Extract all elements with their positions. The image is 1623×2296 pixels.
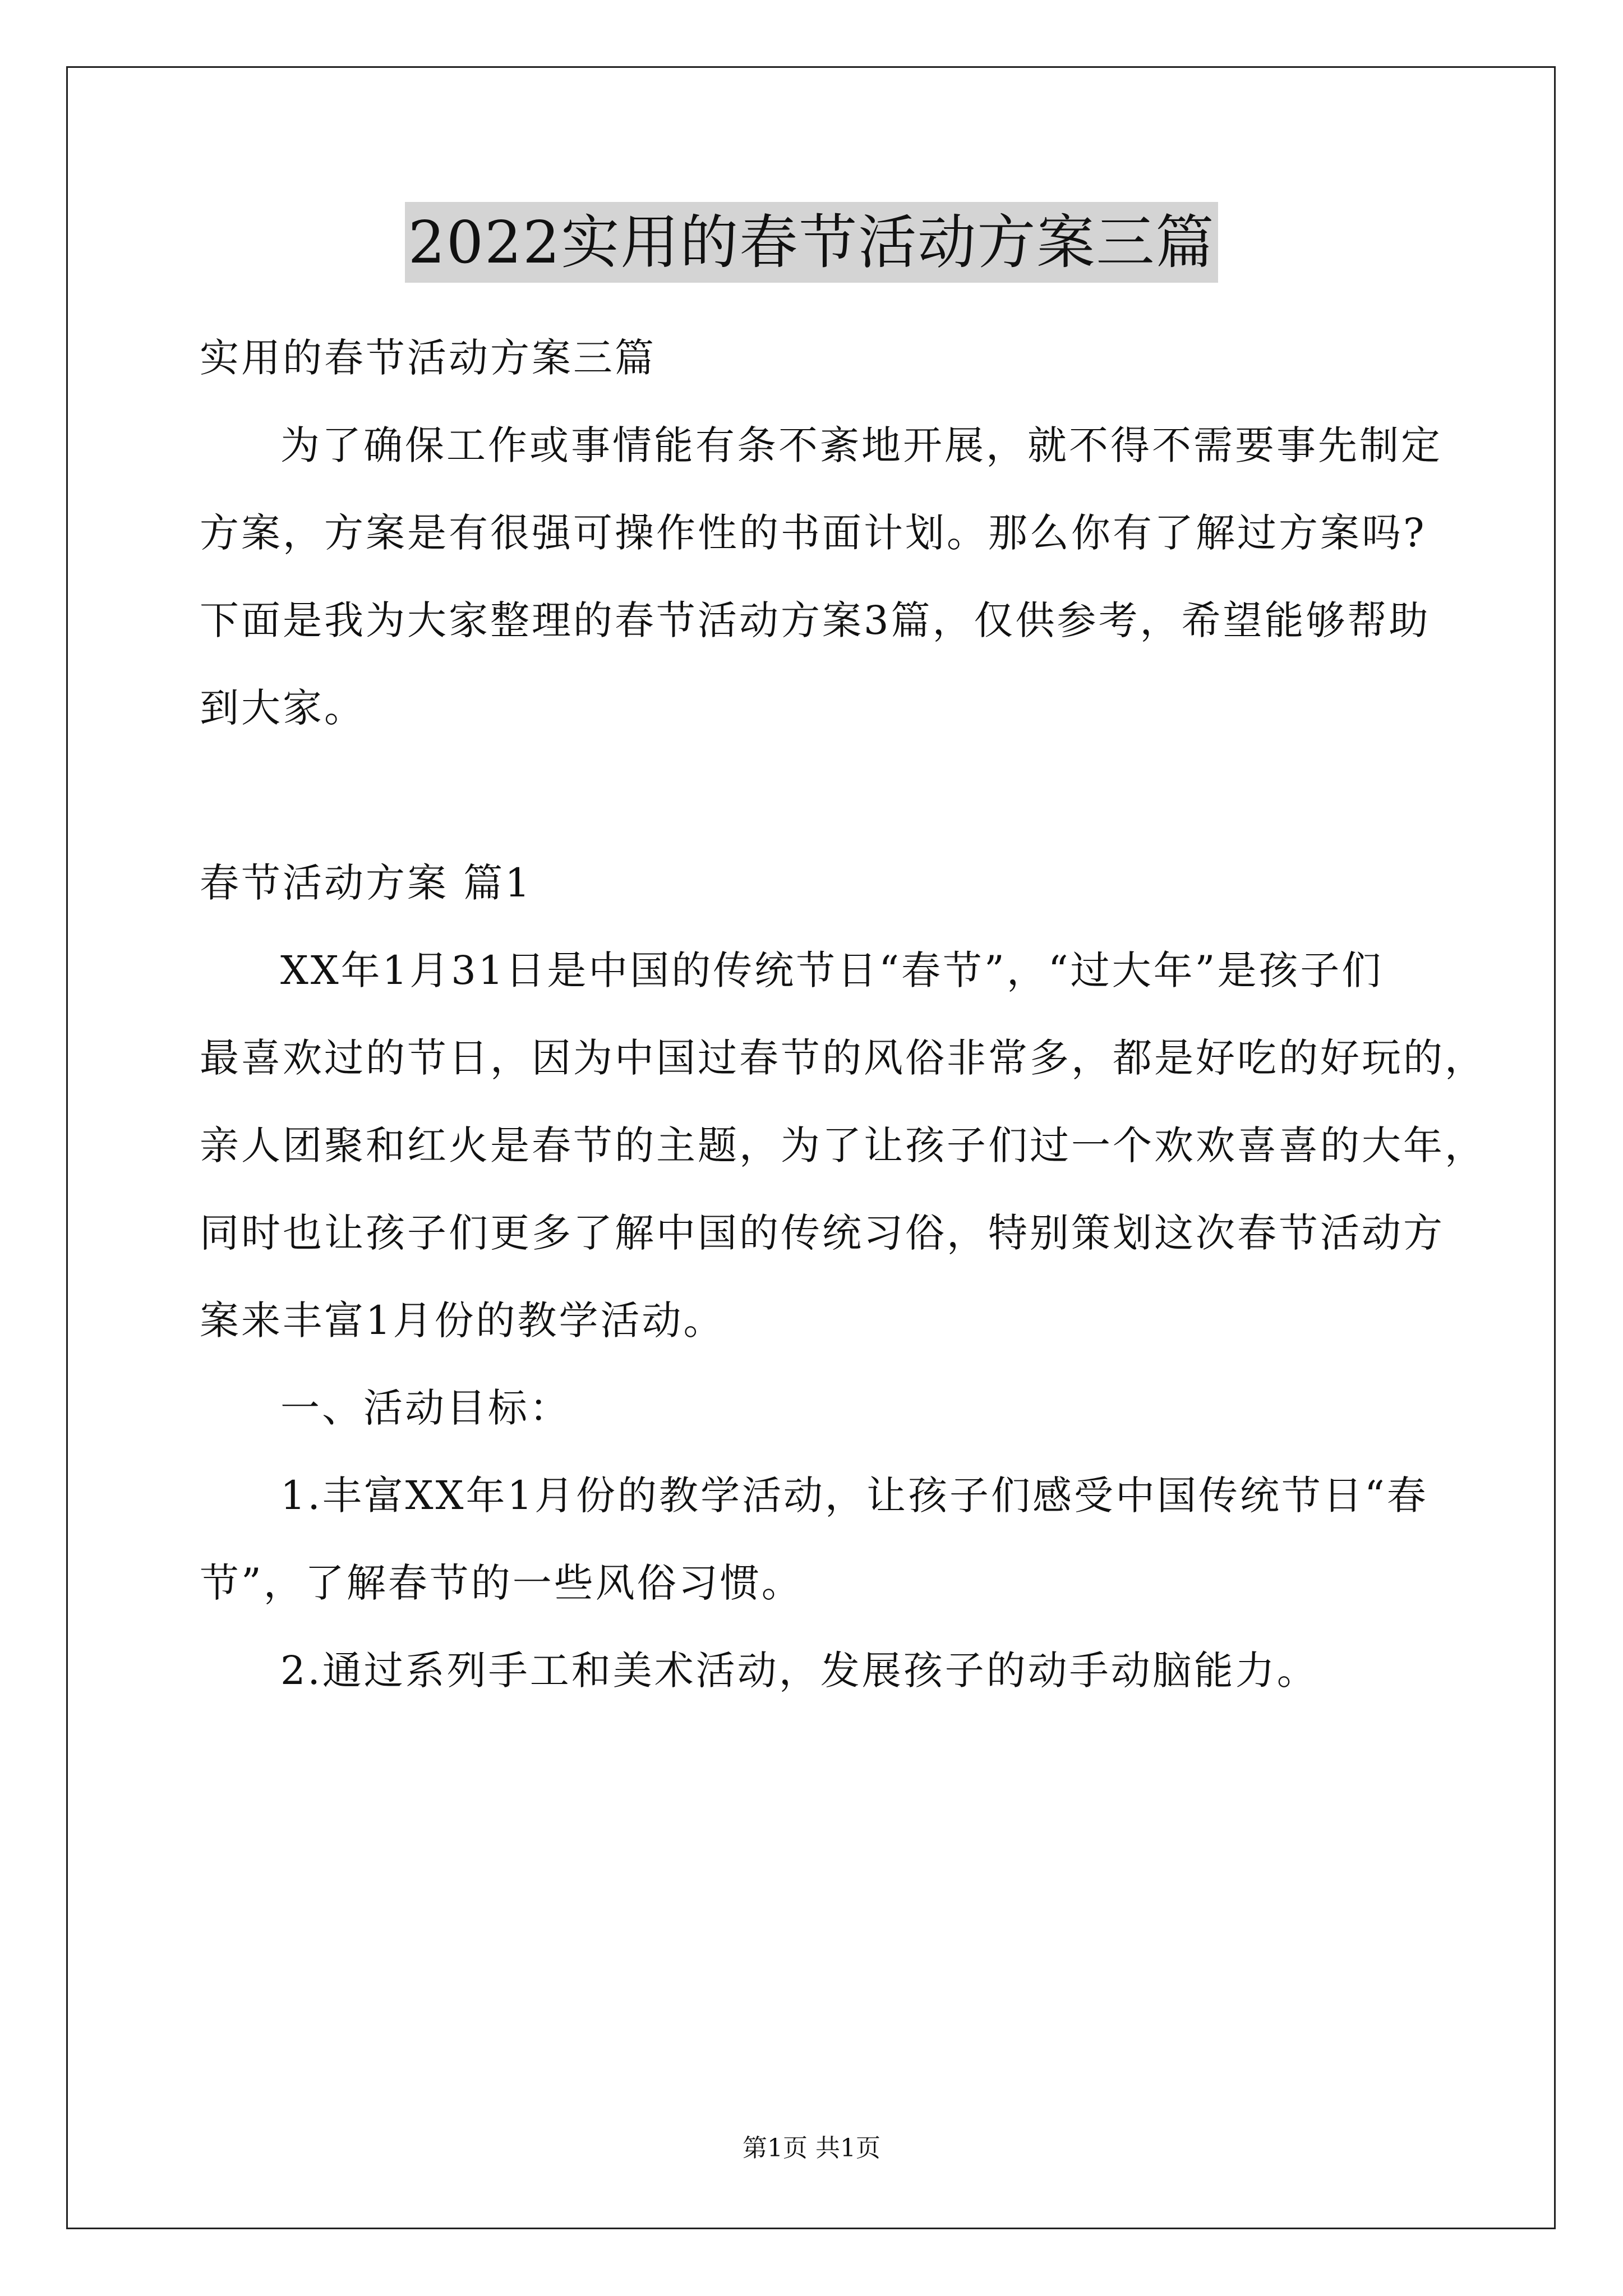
section-line-4: 同时也让孩子们更多了解中国的传统习俗，特别策划这次春节活动方	[200, 1210, 1445, 1256]
intro-line-2: 方案，方案是有很强可操作性的书面计划。那么你有了解过方案吗?	[200, 510, 1427, 556]
goals-heading: 一、活动目标：	[280, 1385, 571, 1431]
intro-line-3: 下面是我为大家整理的春节活动方案3篇，仅供参考，希望能够帮助	[200, 597, 1431, 643]
intro-line-1: 为了确保工作或事情能有条不紊地开展，就不得不需要事先制定	[280, 422, 1442, 468]
goal-1-line-2: 节”，了解春节的一些风俗习惯。	[200, 1560, 803, 1606]
section-line-5: 案来丰富1月份的教学活动。	[200, 1297, 725, 1343]
goal-2: 2.通过系列手工和美术活动，发展孩子的动手动脑能力。	[280, 1648, 1318, 1694]
section-line-1: XX年1月31日是中国的传统节日“春节”，“过大年”是孩子们	[280, 947, 1384, 993]
title-container	[0, 202, 1623, 283]
section-line-3: 亲人团聚和红火是春节的主题，为了让孩子们过一个欢欢喜喜的大年，	[200, 1122, 1486, 1168]
paragraph-gap	[200, 752, 1450, 839]
page-footer: 第1页 共1页	[743, 2134, 880, 2162]
subtitle: 实用的春节活动方案三篇	[200, 335, 656, 381]
document-title: 2022实用的春节活动方案三篇	[405, 202, 1219, 283]
section-line-2: 最喜欢过的节日，因为中国过春节的风俗非常多，都是好吃的好玩的，	[200, 1035, 1486, 1081]
intro-line-4: 到大家。	[200, 685, 366, 731]
document-body	[200, 314, 1486, 1714]
section-heading: 春节活动方案 篇1	[200, 860, 532, 906]
goal-1-line-1: 1.丰富XX年1月份的教学活动，让孩子们感受中国传统节日“春	[280, 1473, 1428, 1519]
